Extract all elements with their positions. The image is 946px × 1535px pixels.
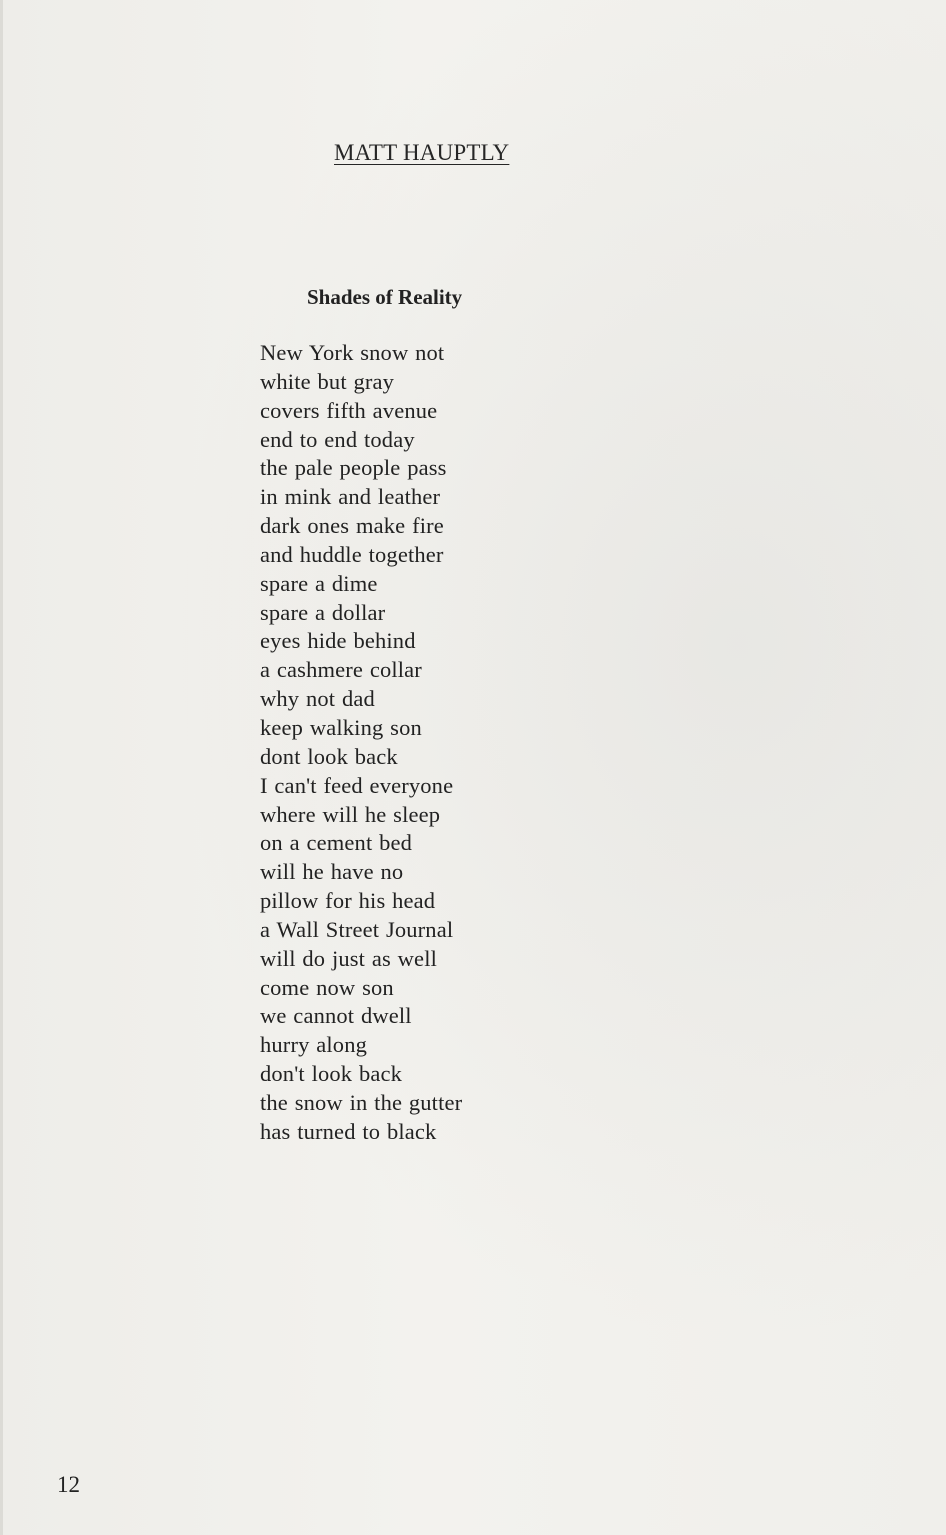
- poem-line: a Wall Street Journal: [260, 916, 454, 942]
- poem-line: a cashmere collar: [260, 657, 422, 683]
- poem-line: the snow in the gutter: [260, 1089, 463, 1115]
- poem-line: keep walking son: [260, 714, 422, 740]
- poem-line: hurry along: [260, 1032, 367, 1058]
- poem-line: why not dad: [260, 686, 375, 712]
- poem-body: [260, 339, 680, 1147]
- poem-line: on a cement bed: [260, 830, 413, 856]
- poem-line: spare a dollar: [260, 599, 386, 625]
- page-edge: [0, 0, 3, 1535]
- page-number: 12: [57, 1472, 80, 1497]
- poem-line: we cannot dwell: [260, 1003, 412, 1029]
- poem-line: and huddle together: [260, 541, 444, 567]
- poem-line: covers fifth avenue: [260, 397, 438, 423]
- poem-line: I can't feed everyone: [260, 772, 454, 798]
- poem-line: pillow for his head: [260, 888, 436, 914]
- poem-line: has turned to black: [260, 1118, 437, 1144]
- poem-line: end to end today: [260, 426, 415, 452]
- poem-line: where will he sleep: [260, 801, 441, 827]
- poem-line: New York snow not: [260, 340, 445, 365]
- poem-line: will do just as well: [260, 945, 437, 971]
- poem-line: white but gray: [260, 368, 395, 394]
- author-heading: MATT HAUPTLY: [334, 140, 510, 165]
- poem-line: dark ones make fire: [260, 513, 444, 539]
- poem-line: don't look back: [260, 1061, 403, 1087]
- poem-line: in mink and leather: [260, 484, 441, 510]
- poem-line: will he have no: [260, 859, 404, 885]
- poem-title: Shades of Reality: [307, 285, 463, 309]
- poem-line: come now son: [260, 974, 394, 1000]
- poem-line: spare a dime: [260, 570, 378, 596]
- poem-line: dont look back: [260, 743, 398, 769]
- poem-line: eyes hide behind: [260, 628, 416, 654]
- poem-line: the pale people pass: [260, 455, 447, 481]
